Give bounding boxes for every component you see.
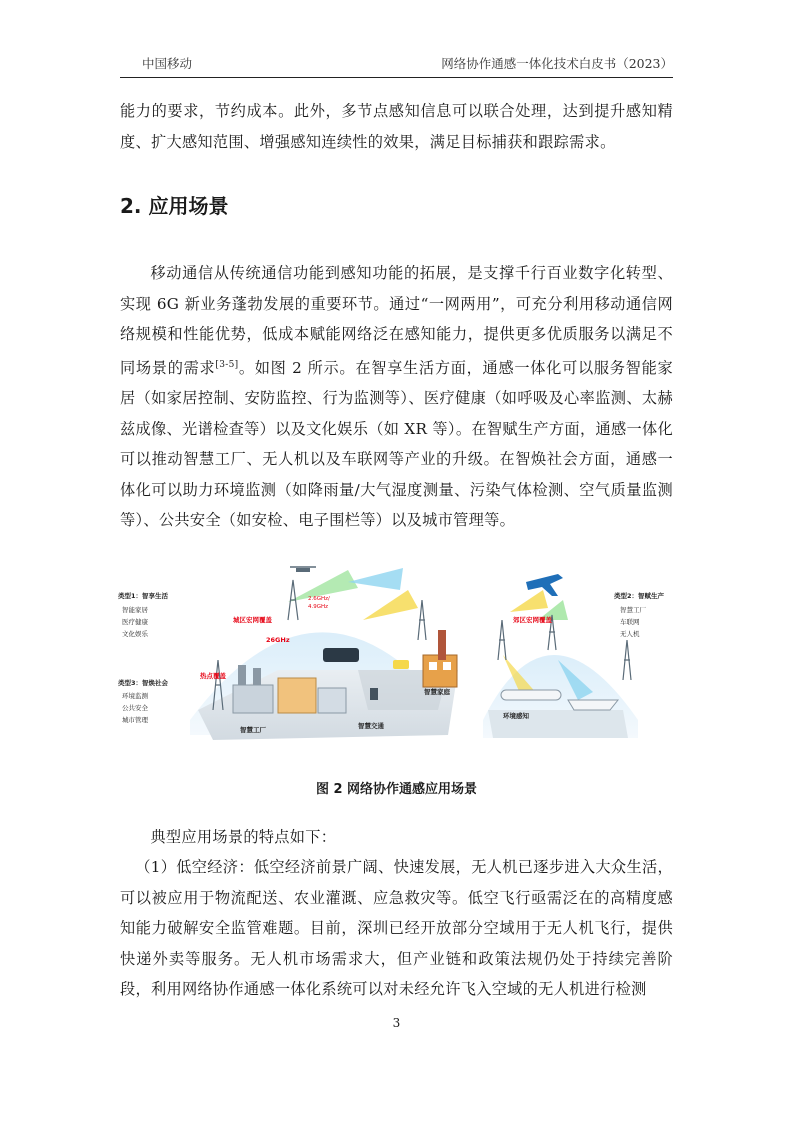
- bus-icon: [323, 648, 359, 662]
- type3-item-3: 城市管理: [122, 716, 148, 724]
- beam-yellow-2: [510, 590, 548, 612]
- type3-item-2: 公共安全: [122, 704, 148, 712]
- paragraph-3: 典型应用场景的特点如下：: [150, 828, 337, 846]
- beam-yellow: [363, 590, 418, 620]
- page-number: 3: [392, 1016, 401, 1030]
- band-high-label: 4.9GHz: [308, 604, 329, 610]
- paragraph-2: [120, 258, 673, 536]
- type3-item-1: 环境监测: [122, 692, 148, 700]
- urban-coverage-label: 城区宏网覆盖: [233, 616, 272, 624]
- type1-title: 类型1：智享生活: [118, 592, 169, 600]
- smart-home-building: [423, 630, 457, 687]
- type2-item-1: 智慧工厂: [620, 606, 646, 614]
- environment-label: 环境感知: [503, 712, 529, 720]
- band-low-label: 2.6GHz/: [308, 596, 330, 602]
- application-scenario-figure: [118, 560, 678, 750]
- airplane-icon: [526, 574, 563, 596]
- paragraph-4: （1）低空经济：低空经济前景广阔、快速发展，无人机已逐步进入大众生活，可以被应用于物流配送、农业灌溉、应急救灾等。低空飞行亟需泛在的高精度感知能力破解安全监管难题。目前，深圳已经开放部分空域用于无人机飞行，提供快递外卖等服务。无人机市场需求大，但产业链和政策法规仍处于持续完善阶段，利用网络协作通感一体化系统可以对未经允许飞入空域的无人机进行检测: [120, 858, 673, 998]
- section-heading: 2. 应用场景: [120, 194, 229, 218]
- header-rule: [120, 77, 673, 78]
- type1-item-3: 文化娱乐: [122, 630, 148, 638]
- home-label: 智慧家庭: [424, 688, 450, 696]
- hotspot-label: 热点覆盖: [200, 672, 226, 680]
- band-mm-label: 26GHz: [266, 636, 290, 644]
- type1-item-1: 智能家居: [122, 606, 148, 614]
- figure-illustration: [118, 560, 678, 750]
- header-title: 网络协作通感一体化技术白皮书（2023）: [441, 56, 673, 71]
- paragraph-2-part2: 。如图 2 所示。在智享生活方面，通感一体化可以服务智能家居（如家居控制、安防监控、行为监测等）、医疗健康（如呼吸及心率监测、太赫兹成像、光谱检查等）以及文化娱乐（如 XR 等）。在智赋生产方面，通感一体化可以推动智慧工厂、无人机以及车联网等产业的升级。在智焕社会方面，通感一体化可以助力环境监测（如降雨量/大气湿度测量、污染气体检测、空气质量监测等）、公共安全（如安检、电子围栏等）以及城市管理等。: [120, 358, 673, 529]
- type2-item-2: 车联网: [620, 618, 640, 626]
- type1-item-2: 医疗健康: [122, 618, 148, 626]
- person-icon: [370, 688, 378, 700]
- traffic-label: 智慧交通: [358, 722, 384, 730]
- citation-ref: [3-5]: [215, 359, 239, 370]
- train-icon: [501, 690, 561, 700]
- paragraph-1: 能力的要求，节约成本。此外，多节点感知信息可以联合处理，达到提升感知精度、扩大感知范围、增强感知连续性的效果，满足目标捕获和跟踪需求。: [120, 102, 673, 151]
- suburban-coverage-label: 郊区宏网覆盖: [513, 616, 552, 624]
- drone-icon: [290, 567, 316, 572]
- header-org: 中国移动: [142, 56, 193, 71]
- figure-caption: 图 2 网络协作通感应用场景: [315, 782, 478, 797]
- type2-item-3: 无人机: [620, 630, 640, 638]
- page-header: [120, 54, 673, 74]
- boat-icon: [568, 700, 618, 710]
- paragraph-2-part1: 移动通信从传统通信功能到感知功能的拓展，是支撑千行百业数字化转型、实现 6G 新业务蓬勃发展的重要环节。通过“一网两用”，可充分利用移动通信网络规模和性能优势，低成本赋能网络泛在感知能力，提供更多优质服务以满足不同场景的需求: [120, 264, 673, 377]
- factory-label: 智慧工厂: [240, 726, 266, 734]
- type2-title: 类型2：智赋生产: [614, 592, 665, 600]
- type3-title: 类型3：智焕社会: [118, 679, 169, 687]
- car-icon: [393, 660, 409, 669]
